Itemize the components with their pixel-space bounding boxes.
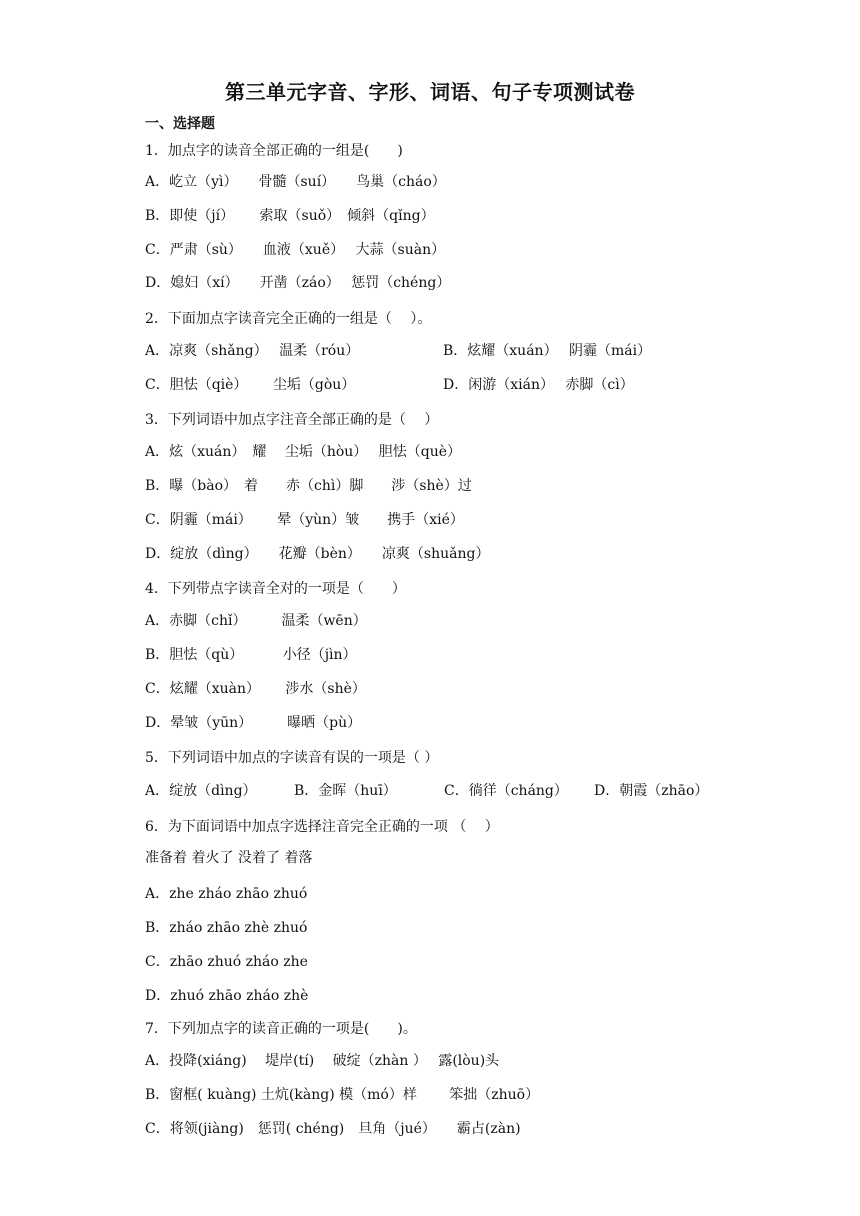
- section-heading: 一、选择题: [145, 116, 215, 132]
- option-b: B．zháo zhāo zhè zhuó: [145, 920, 308, 936]
- option-d: D．晕皱（yūn） 曝晒（pù）: [145, 715, 362, 731]
- option-b: B．金晖（huī）: [294, 783, 397, 799]
- option-a: A．凉爽（shǎng） 温柔（róu）: [145, 343, 360, 359]
- option-a: A．zhe zháo zhāo zhuó: [145, 886, 308, 902]
- page-title: 第三单元字音、字形、词语、句子专项测试卷: [225, 80, 635, 104]
- option-c: C．严肃（sù） 血液（xuě） 大蒜（suàn）: [145, 242, 446, 258]
- option-b: B．炫耀（xuán） 阴霾（mái）: [443, 343, 652, 359]
- option-a: A．屹立（yì） 骨髓（suí） 鸟巢（cháo）: [145, 174, 446, 190]
- option-d: D．媳妇（xí） 开凿（záo） 惩罚（chéng）: [145, 275, 451, 291]
- question-stem: 7．下列加点字的读音正确的一项是( )。: [145, 1021, 417, 1037]
- option-c: C．徜徉（cháng）: [444, 783, 568, 799]
- option-c: C．阴霾（mái） 晕（yùn）皱 携手（xié）: [145, 512, 464, 528]
- question-stem: 3．下列词语中加点字注音全部正确的是（ ）: [145, 412, 439, 428]
- option-c: C．胆怯（qiè） 尘垢（gòu）: [145, 377, 356, 393]
- option-c: C．将领(jiàng) 惩罚( chéng) 旦角（jué） 霸占(zàn): [145, 1121, 521, 1137]
- option-d: D．朝霞（zhāo）: [594, 783, 709, 799]
- question-stem: 4．下列带点字读音全对的一项是（ ）: [145, 581, 406, 597]
- option-c: C．炫耀（xuàn） 涉水（shè）: [145, 681, 366, 697]
- option-a: A．绽放（dìng）: [145, 783, 257, 799]
- option-b: B．曝（bào） 着 赤（chì）脚 涉（shè）过: [145, 478, 472, 494]
- option-d: D．闲游（xián） 赤脚（cì）: [443, 377, 634, 393]
- option-c: C．zhāo zhuó zháo zhe: [145, 954, 308, 970]
- word-list: 准备着 着火了 没着了 着落: [145, 850, 313, 866]
- option-d: D．zhuó zhāo zháo zhè: [145, 988, 309, 1004]
- question-stem: 2．下面加点字读音完全正确的一组是（ ）。: [145, 311, 432, 327]
- option-a: A．炫（xuán） 耀 尘垢（hòu） 胆怯（què）: [145, 444, 462, 460]
- question-stem: 5．下列词语中加点的字读音有误的一项是（ ）: [145, 750, 439, 766]
- question-stem: 1．加点字的读音全部正确的一组是( ): [145, 143, 403, 159]
- option-a: A．赤脚（chǐ） 温柔（wēn）: [145, 613, 367, 629]
- option-b: B．即使（jí） 索取（suǒ） 倾斜（qǐng）: [145, 208, 435, 224]
- option-d: D．绽放（dìng） 花瓣（bèn） 凉爽（shuǎng）: [145, 546, 490, 562]
- option-b: B．胆怯（qù） 小径（jìn）: [145, 647, 357, 663]
- question-stem: 6．为下面词语中加点字选择注音完全正确的一项 （ ）: [145, 819, 499, 835]
- option-b: B．窗框( kuàng) 土炕(kàng) 模（mó）样 笨拙（zhuō）: [145, 1087, 540, 1103]
- option-a: A．投降(xiáng) 堤岸(tí) 破绽（zhàn ） 露(lòu)头: [145, 1053, 500, 1069]
